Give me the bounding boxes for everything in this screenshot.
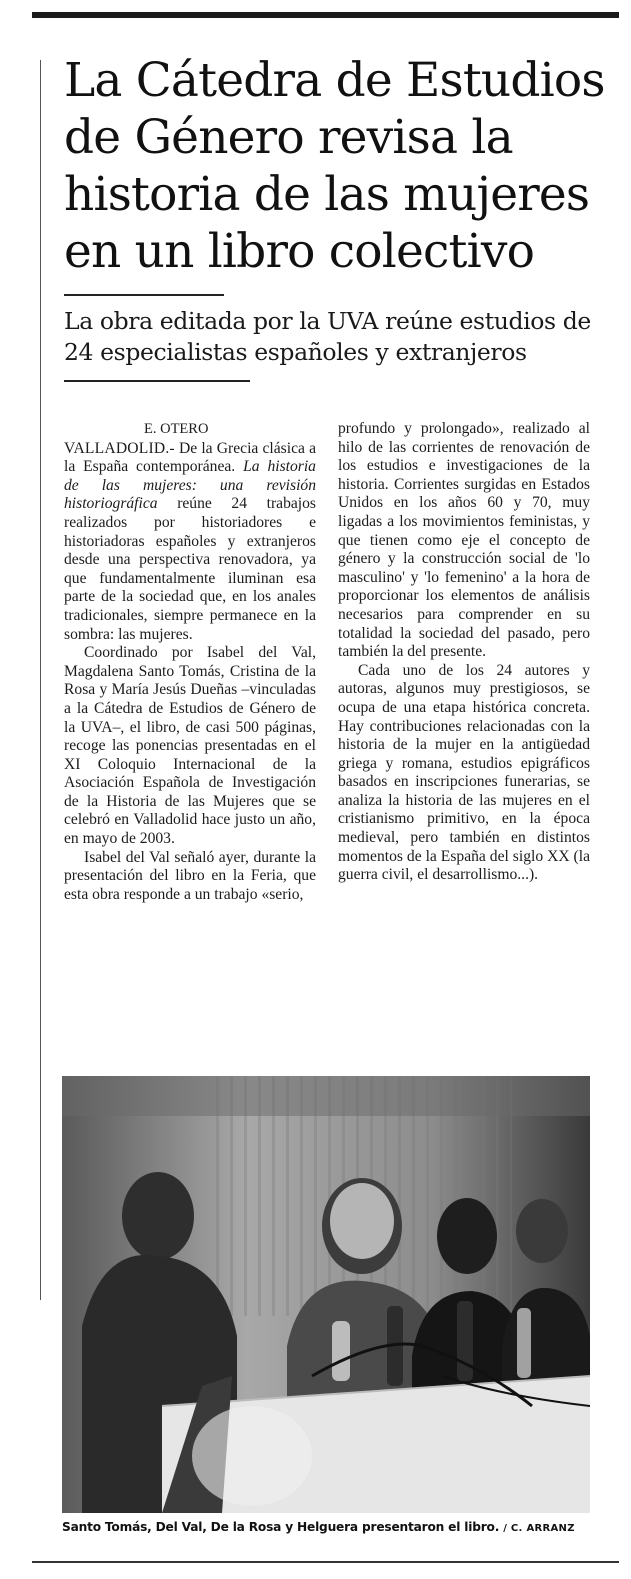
dateline: VALLADOLID.-: [64, 439, 175, 457]
subheadline: La obra editada por la UVA reúne estudios de 24 especialistas españoles y extranjeros: [64, 307, 591, 366]
headline: La Cátedra de Estudios de Género revisa la historia de las mujeres en un libro colectivo: [64, 53, 605, 279]
paragraph-3-continued: profundo y prolongado», realizado al hilo de las corrientes de renovación de los estudios e investigaciones de la historia. Corrientes surgidas en Estados Unidos en los años 60 y 70, muy ligadas a los movimientos feministas, y que tienen como eje el concepto de género y la construcción social de 'lo masculino' y 'lo femenino' a la hora de proporcionar los elementos de análisis necesarios para comprender en su totalidad la sociedad del pasado, pero también la del presente.: [338, 420, 590, 661]
book-title: La historia de las mujeres: una revisión historiográfica: [64, 458, 316, 513]
top-rule: [32, 12, 619, 18]
caption-text: Santo Tomás, Del Val, De la Rosa y Helguera presentaron el libro.: [62, 1520, 500, 1534]
paragraph-1-body: reúne 24 trabajos realizados por historiadores e historiadoras españoles y extranjeros desde una perspectiva renovadora, ya que fundamentalmente iluminan esa parte de la sociedad que, en los anales tradicionales, siempre permanece en la sombra: las mujeres.: [64, 495, 316, 643]
headline-divider: [64, 294, 224, 296]
paragraph-1: [64, 440, 316, 645]
column-rule: [40, 60, 41, 1300]
article-column-1: [64, 420, 316, 904]
news-photo: [62, 1076, 590, 1513]
subheadline-divider: [64, 380, 250, 382]
photo-credit: / C. ARRANZ: [503, 1523, 575, 1534]
article-column-2: [338, 420, 590, 885]
paragraph-4: Cada uno de los 24 autores y autoras, algunos muy prestigiosos, se ocupa de una etapa histórica concreta. Hay contribuciones relacionadas con la historia de la mujer en la antigüedad griega y romana, estudios epigráficos basados en inscripciones funerarias, se analiza la historia de las mujeres en el cristianismo primitivo, en la época medieval, pero también en distintos momentos de la España del siglo XX (la guerra civil, el desarrollismo...).: [338, 661, 590, 884]
paragraph-2: Coordinado por Isabel del Val, Magdalena Santo Tomás, Cristina de la Rosa y María Jesús Dueñas –vinculadas a la Cátedra de Estudios de Género de la UVA–, el libro, de casi 500 páginas, recoge las ponencias presentadas en el XI Coloquio Internacional de la Asociación Española de Investigación de la Historia de las Mujeres que se celebró en Valladolid hace justo un año, en mayo de 2003.: [64, 644, 316, 848]
paragraph-1-lead: De la Grecia clásica a la España contemporánea.: [64, 439, 316, 476]
photo-caption: [62, 1520, 602, 1534]
bottom-rule: [32, 1561, 619, 1563]
paragraph-3-start: Isabel del Val señaló ayer, durante la presentación del libro en la Feria, que esta obra responde a un trabajo «serio,: [64, 848, 316, 903]
byline: E. OTERO: [144, 421, 209, 437]
